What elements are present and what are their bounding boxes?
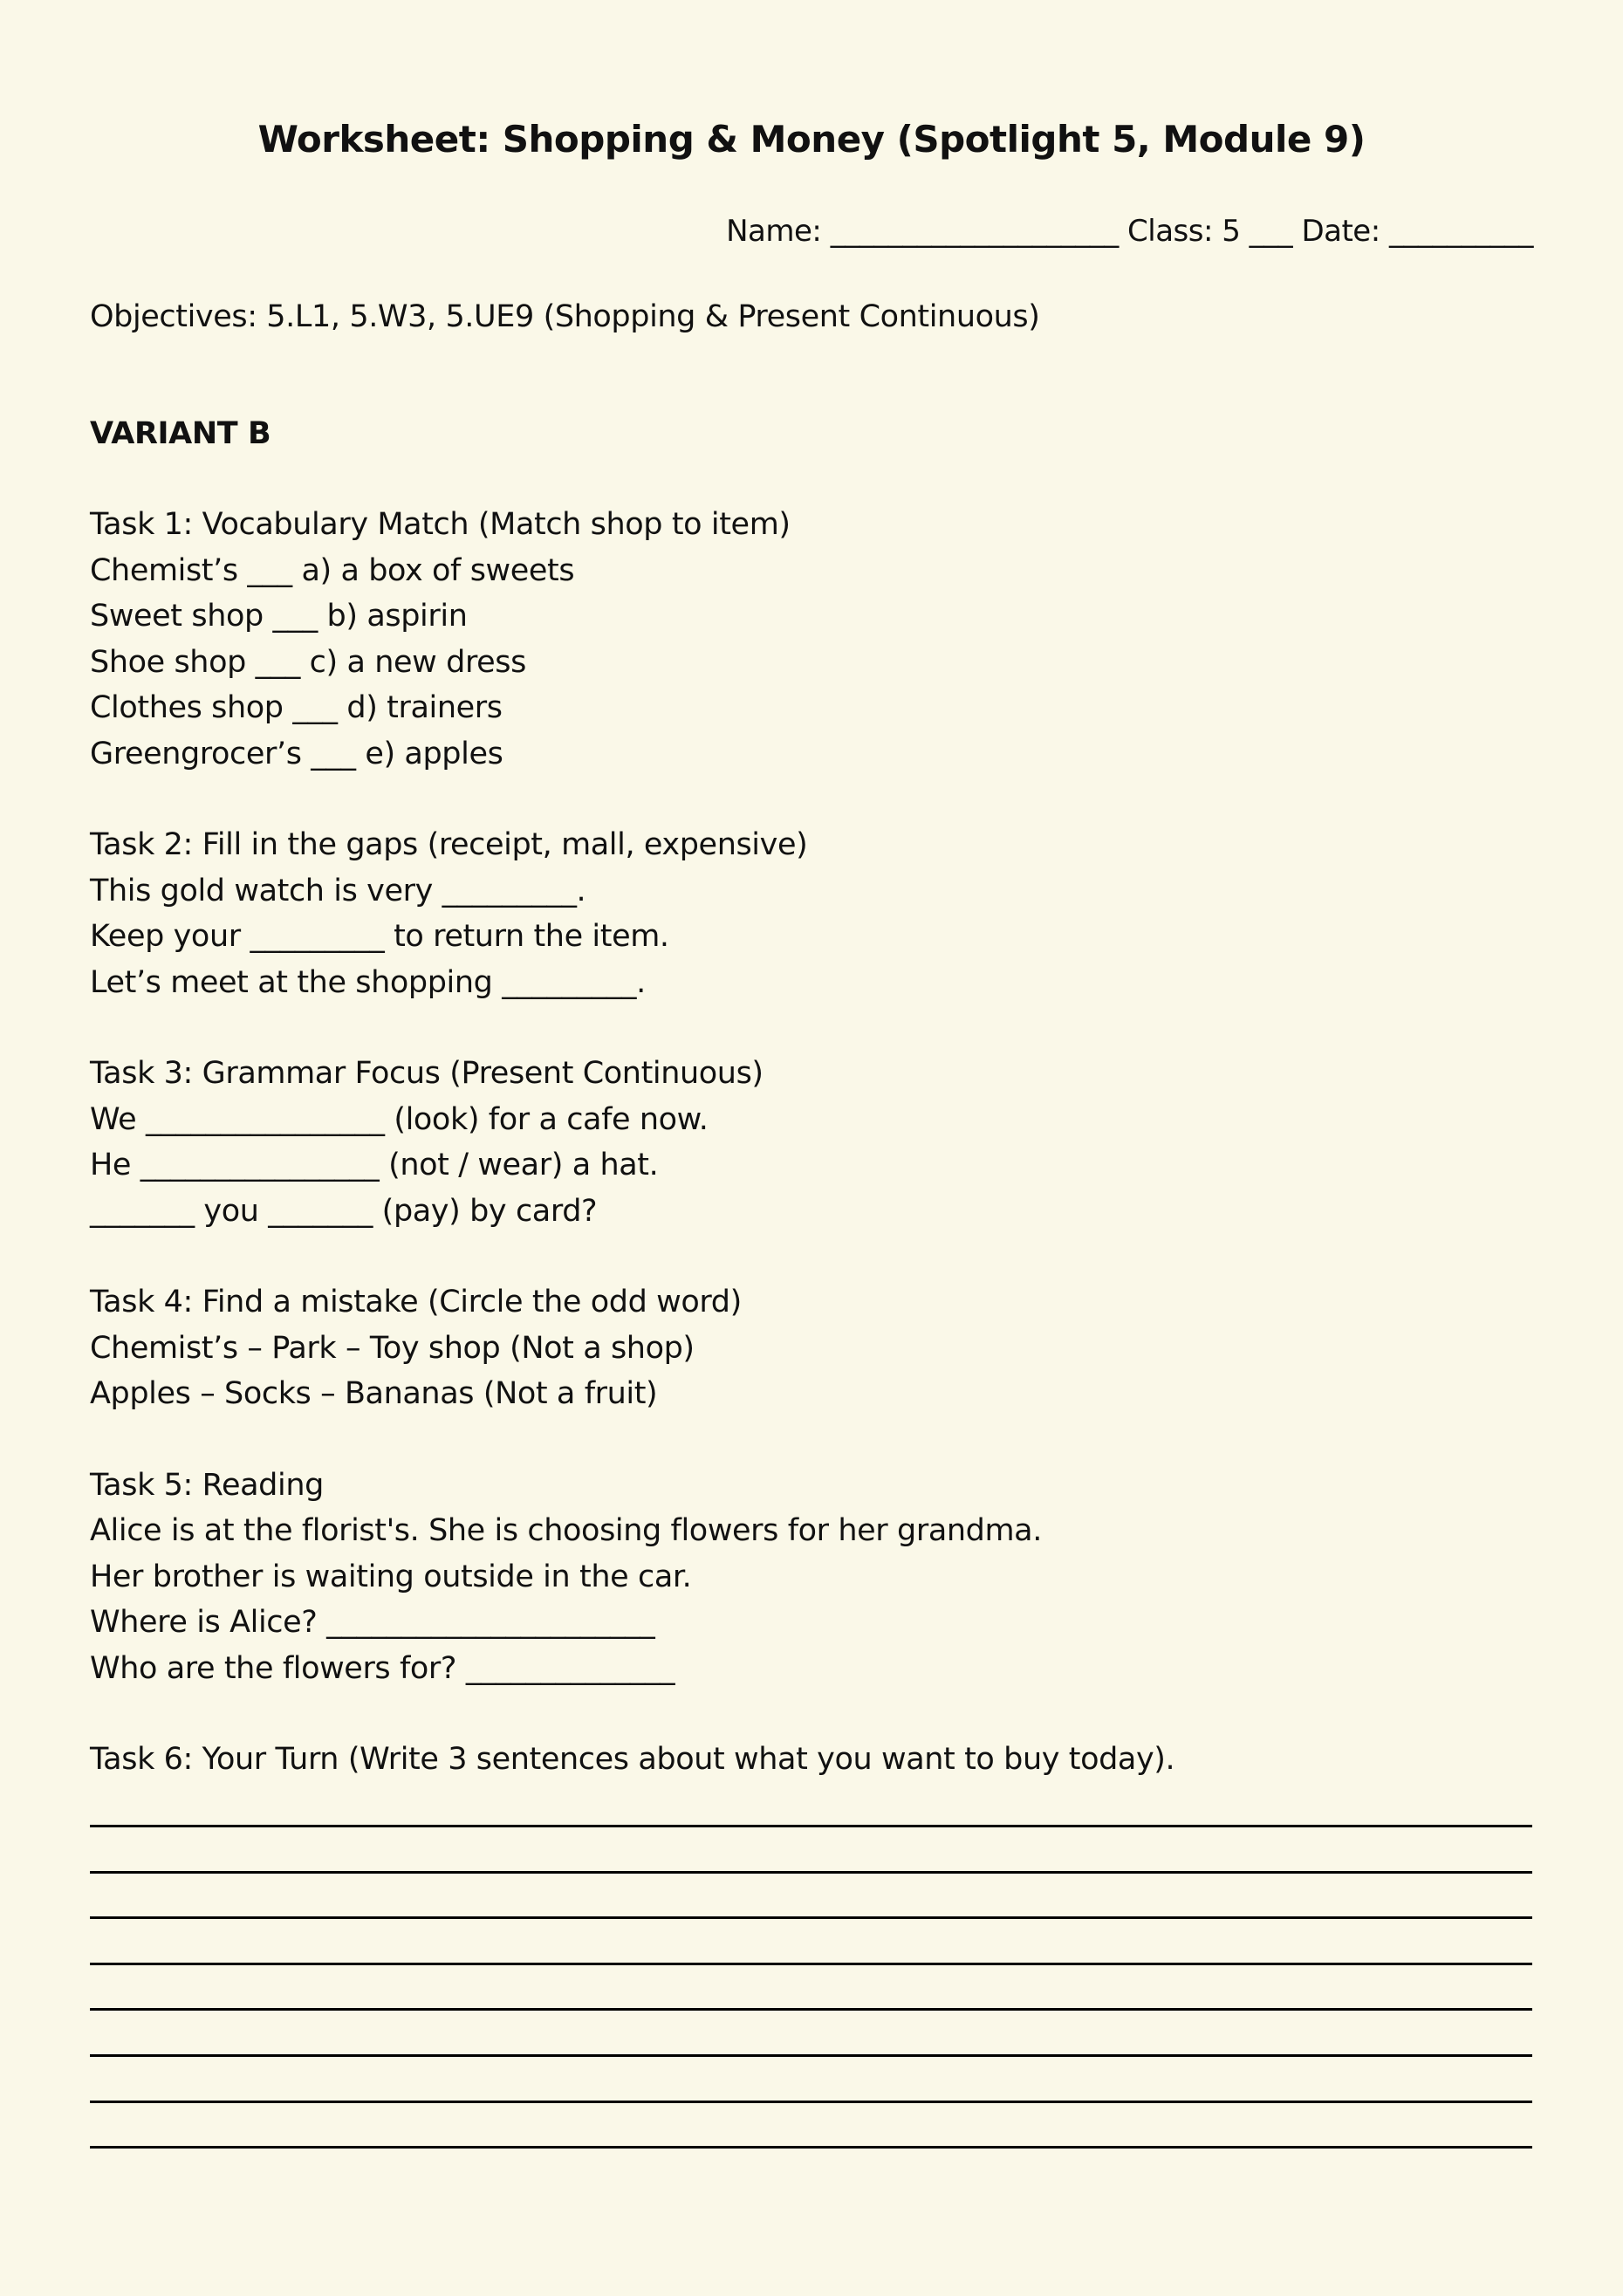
task-1-heading: Task 1: Vocabulary Match (Match shop to item) (90, 507, 791, 542)
answer-line[interactable] (90, 1871, 1532, 1874)
task-1-item[interactable]: Chemist’s ___ a) a box of sweets (90, 553, 575, 588)
answer-line[interactable] (90, 2054, 1532, 2057)
task-3-item[interactable]: We ________________ (look) for a cafe now. (90, 1102, 709, 1137)
task-1-item[interactable]: Sweet shop ___ b) aspirin (90, 599, 468, 634)
answer-line[interactable] (90, 1916, 1532, 1919)
task-5-text: Her brother is waiting outside in the car. (90, 1559, 692, 1594)
task-1-item[interactable]: Greengrocer’s ___ e) apples (90, 737, 503, 771)
name-class-date-fields[interactable]: Name: ____________________ Class: 5 ___ Date: __________ (726, 214, 1533, 249)
answer-line[interactable] (90, 2101, 1532, 2103)
task-4-heading: Task 4: Find a mistake (Circle the odd word) (90, 1285, 742, 1319)
task-3-item[interactable]: He ________________ (not / wear) a hat. (90, 1148, 659, 1182)
task-5-heading: Task 5: Reading (90, 1468, 324, 1503)
variant-label: VARIANT B (90, 416, 271, 451)
task-5-text: Alice is at the florist's. She is choosing flowers for her grandma. (90, 1513, 1042, 1548)
task-6-heading: Task 6: Your Turn (Write 3 sentences about what you want to buy today). (90, 1742, 1175, 1777)
answer-line[interactable] (90, 2008, 1532, 2011)
answer-line[interactable] (90, 1963, 1532, 1965)
task-3-heading: Task 3: Grammar Focus (Present Continuous) (90, 1056, 764, 1091)
task-2-item[interactable]: Keep your _________ to return the item. (90, 919, 669, 954)
task-1-item[interactable]: Clothes shop ___ d) trainers (90, 690, 503, 725)
task-2-item[interactable]: This gold watch is very _________. (90, 874, 586, 908)
task-5-question[interactable]: Where is Alice? ______________________ (90, 1605, 655, 1640)
answer-line[interactable] (90, 1825, 1532, 1827)
task-4-item[interactable]: Chemist’s – Park – Toy shop (Not a shop) (90, 1331, 695, 1366)
answer-line[interactable] (90, 2146, 1532, 2149)
task-2-heading: Task 2: Fill in the gaps (receipt, mall, expensive) (90, 827, 808, 862)
task-5-question[interactable]: Who are the flowers for? ______________ (90, 1651, 675, 1686)
task-2-item[interactable]: Let’s meet at the shopping _________. (90, 965, 646, 1000)
task-1-item[interactable]: Shoe shop ___ c) a new dress (90, 645, 526, 680)
objectives: Objectives: 5.L1, 5.W3, 5.UE9 (Shopping & Present Continuous) (90, 299, 1040, 334)
worksheet-title: Worksheet: Shopping & Money (Spotlight 5, Module 9) (257, 118, 1366, 161)
task-4-item[interactable]: Apples – Socks – Bananas (Not a fruit) (90, 1376, 658, 1411)
task-3-item[interactable]: _______ you _______ (pay) by card? (90, 1194, 598, 1229)
